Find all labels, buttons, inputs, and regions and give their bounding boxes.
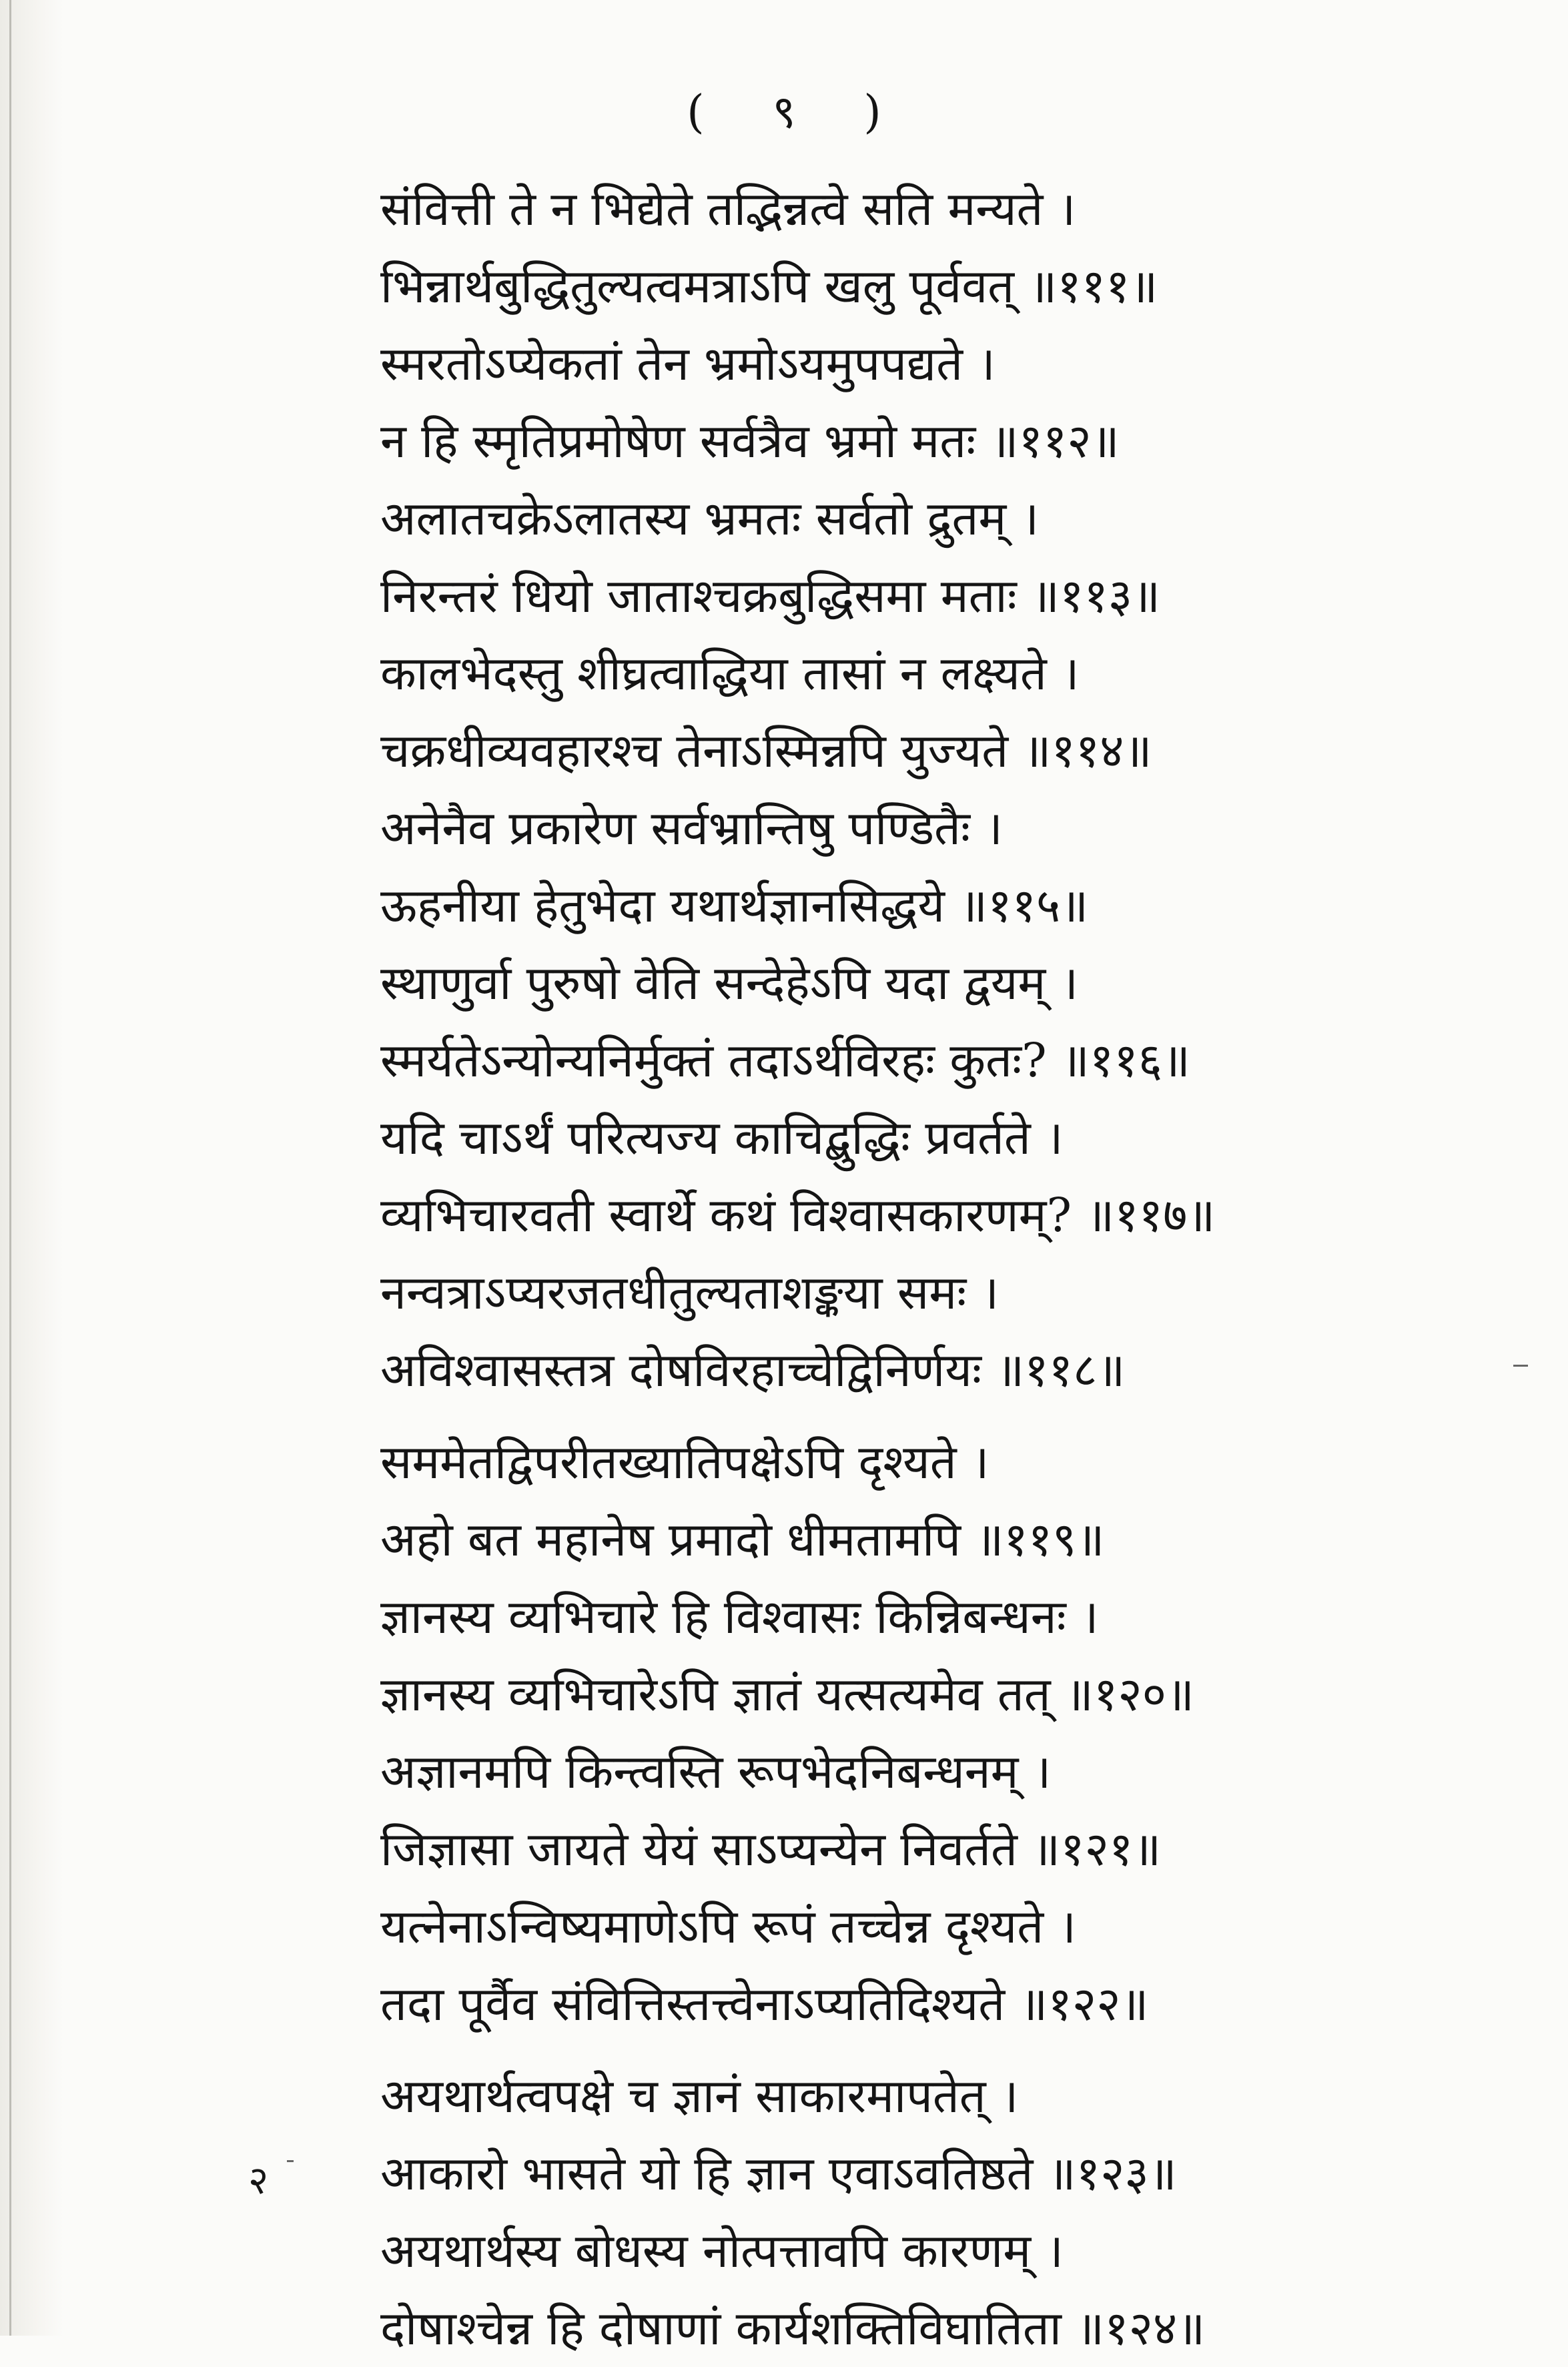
verse-line: जिज्ञासा जायते येयं साऽप्यन्येन निवर्तते ॥१२१॥ [380, 1822, 1162, 1877]
verse-line: यदि चाऽर्थं परित्यज्य काचिद्बुद्धिः प्रवर्तते । [380, 1110, 1064, 1165]
verse-line: अलातचक्रेऽलातस्य भ्रमतः सर्वतो द्रुतम् । [380, 491, 1040, 546]
stray-ink-mark [287, 2160, 294, 2162]
verse-line: ऊहनीया हेतुभेदा यथार्थज्ञानसिद्धये ॥११५॥ [380, 878, 1089, 933]
verse-line: व्यभिचारवती स्वार्थे कथं विश्वासकारणम्? ॥११७॥ [380, 1188, 1216, 1243]
verse-line: अयथार्थत्वपक्षे च ज्ञानं साकारमापतेत् । [380, 2069, 1019, 2123]
verse-line: अज्ञानमपि किन्त्वस्ति रूपभेदनिबन्धनम् । [380, 1744, 1052, 1799]
verse-line: संवित्ती ते न भिद्येते तद्भिन्नत्वे सति मन्यते । [380, 182, 1076, 236]
verse-line: अहो बत महानेष प्रमादो धीमतामपि ॥११९॥ [380, 1512, 1105, 1567]
verse-line: आकारो भासते यो हि ज्ञान एवाऽवतिष्ठते ॥१२३॥ [380, 2146, 1177, 2201]
binding-line [9, 0, 11, 2336]
verse-line: चक्रधीव्यवहारश्च तेनाऽस्मिन्नपि युज्यते ॥११४॥ [380, 723, 1152, 778]
verse-line: नन्वत्राऽप्यरजतधीतुल्यताशङ्कया समः । [380, 1265, 999, 1320]
signature-mark: २ [248, 2157, 269, 2203]
verse-line: यत्नेनाऽन्विष्यमाणेऽपि रूपं तच्चेन्न दृश्यते । [380, 1899, 1076, 1954]
verse-line: स्मरतोऽप्येकतां तेन भ्रमोऽयमुपपद्यते । [380, 336, 996, 391]
verse-line: स्मर्यतेऽन्योन्यनिर्मुक्तं तदाऽर्थविरहः कुतः? ॥११६॥ [380, 1033, 1190, 1088]
verse-line: स्थाणुर्वा पुरुषो वेति सन्देहेऽपि यदा द्वयम् । [380, 956, 1079, 1010]
verse-line: ज्ञानस्य व्यभिचारेऽपि ज्ञातं यत्सत्यमेव तत् ॥१२०॥ [380, 1667, 1194, 1722]
verse-line: कालभेदस्तु शीघ्रत्वाद्धिया तासां न लक्ष्यते । [380, 646, 1080, 701]
page-number: ( ९ ) [687, 86, 908, 139]
verse-line: अनेनैव प्रकारेण सर्वभ्रान्तिषु पण्डितैः । [380, 801, 1003, 856]
verse-line: सममेतद्विपरीतख्यातिपक्षेऽपि दृश्यते । [380, 1435, 990, 1489]
verse-line: न हि स्मृतिप्रमोषेण सर्वत्रैव भ्रमो मतः ॥११२॥ [380, 414, 1120, 468]
verse-line: निरन्तरं धियो जाताश्चक्रबुद्धिसमा मताः ॥११३॥ [380, 569, 1161, 623]
verse-line: दोषाश्चेन्न हि दोषाणां कार्यशक्तिविघातिता ॥१२४॥ [380, 2301, 1206, 2356]
verse-line: तदा पूर्वैव संवित्तिस्तत्त्वेनाऽप्यतिदिश्यते ॥१२२॥ [380, 1977, 1149, 2031]
verse-line: ज्ञानस्य व्यभिचारे हि विश्वासः किन्निबन्धनः । [380, 1590, 1099, 1644]
stray-ink-mark [1513, 1365, 1528, 1367]
verse-list [380, 170, 1481, 2367]
verse-line: भिन्नार्थबुद्धितुल्यत्वमत्राऽपि खलु पूर्ववत् ॥१११॥ [380, 259, 1158, 314]
verse-line: अविश्वासस्तत्र दोषविरहाच्चेद्विनिर्णयः ॥११८॥ [380, 1343, 1126, 1397]
verse-line: अयथार्थस्य बोधस्य नोत्पत्तावपि कारणम् । [380, 2224, 1064, 2278]
